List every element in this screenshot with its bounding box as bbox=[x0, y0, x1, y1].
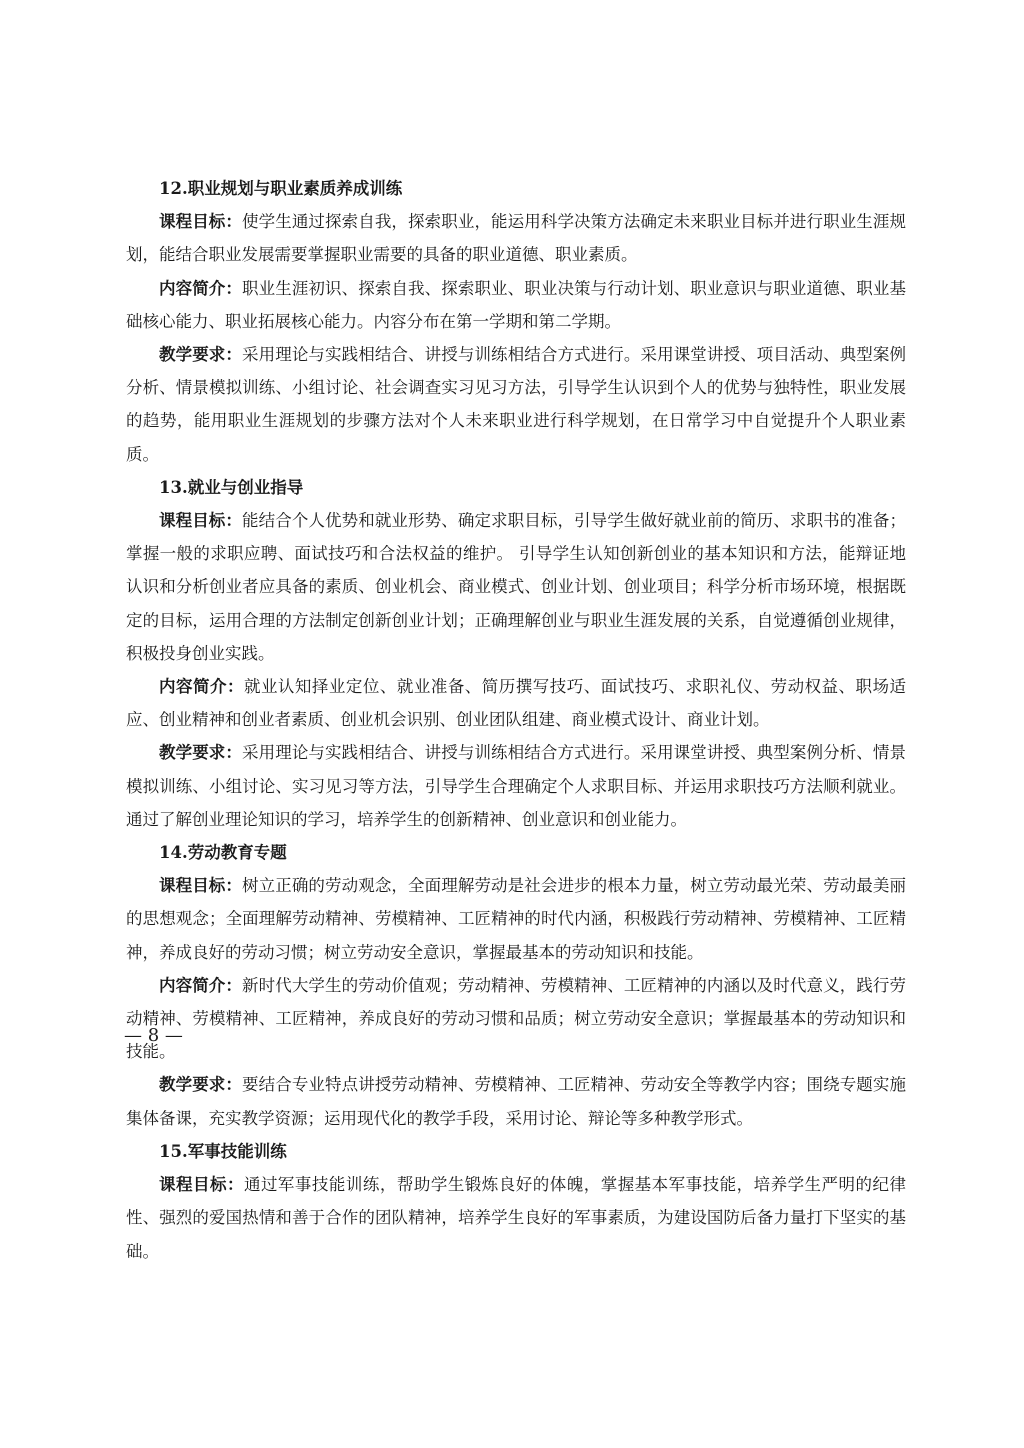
section-14 bbox=[126, 836, 906, 1135]
paragraph-text: 通过军事技能训练，帮助学生锻炼良好的体魄，掌握基本军事技能，培养学生严明的纪律性、强烈的爱国热情和善于合作的团队精神，培养学生良好的军事素质，为建设国防后备力量打下坚实的基础。 bbox=[126, 1175, 907, 1261]
paragraph-text: 职业生涯初识、探索自我、探索职业、职业决策与行动计划、职业意识与职业道德、职业基础核心能力、职业拓展核心能力。内容分布在第一学期和第二学期。 bbox=[126, 278, 907, 331]
content-summary-paragraph bbox=[126, 670, 906, 736]
paragraph-label: 内容简介： bbox=[159, 677, 244, 697]
paragraph-text: 采用理论与实践相结合、讲授与训练相结合方式进行。采用课堂讲授、典型案例分析、情景模拟训练、小组讨论、实习见习等方法，引导学生合理确定个人求职目标、并运用求职技巧方法顺利就业。 通过了解创业理论知识的学习，培养学生的创新精神、创业意识和创业能力。 bbox=[126, 743, 907, 829]
paragraph-label: 教学要求： bbox=[159, 743, 243, 763]
paragraph-text: 能结合个人优势和就业形势、确定求职目标，引导学生做好就业前的简历、求职书的准备；掌握一般的求职应聘、面试技巧和合法权益的维护。 引导学生认知创新创业的基本知识和方法，能辩证地认识和分析创业者应具备的素质、创业机会、商业模式、创业计划、创业项目；科学分析市场环境，根据既定的目标，运用合理的方法制定创新创业计划；正确理解创业与职业生涯发展的关系，自觉遵循创业规律，积极投身创业实践。 bbox=[126, 511, 907, 663]
paragraph-text: 就业认知择业定位、就业准备、简历撰写技巧、面试技巧、求职礼仪、劳动权益、职场适应、创业精神和创业者素质、创业机会识别、创业团队组建、商业模式设计、商业计划。 bbox=[126, 677, 907, 730]
paragraph-label: 课程目标： bbox=[159, 212, 243, 232]
paragraph-label: 内容简介： bbox=[159, 278, 243, 298]
course-goal-paragraph bbox=[126, 205, 906, 271]
paragraph-label: 课程目标： bbox=[159, 876, 243, 896]
paragraph-text: 使学生通过探索自我，探索职业，能运用科学决策方法确定未来职业目标并进行职业生涯规划，能结合职业发展需要掌握职业需要的具备的职业道德、职业素质。 bbox=[126, 212, 907, 265]
paragraph-label: 课程目标： bbox=[159, 1175, 244, 1195]
content-summary-paragraph bbox=[126, 272, 906, 338]
paragraph-label: 教学要求： bbox=[159, 345, 243, 365]
course-goal-paragraph bbox=[126, 869, 906, 969]
teaching-requirements-paragraph bbox=[126, 338, 906, 471]
paragraph-text: 要结合专业特点讲授劳动精神、劳模精神、工匠精神、劳动安全等教学内容；围绕专题实施集体备课，充实教学资源；运用现代化的教学手段，采用讨论、辩论等多种教学形式。 bbox=[126, 1075, 907, 1128]
section-heading: 13.就业与创业指导 bbox=[159, 477, 304, 497]
section-heading: 15.军事技能训练 bbox=[159, 1141, 287, 1161]
paragraph-text: 采用理论与实践相结合、讲授与训练相结合方式进行。采用课堂讲授、项目活动、典型案例分析、情景模拟训练、小组讨论、社会调查实习见习方法，引导学生认识到个人的优势与独特性，职业发展的趋势，能用职业生涯规划的步骤方法对个人未来职业进行科学规划，在日常学习中自觉提升个人职业素质。 bbox=[126, 345, 907, 464]
paragraph-text: 新时代大学生的劳动价值观；劳动精神、劳模精神、工匠精神的内涵以及时代意义，践行劳动精神、劳模精神、工匠精神，养成良好的劳动习惯和品质；树立劳动安全意识；掌握最基本的劳动知识和技能。 bbox=[126, 975, 907, 1062]
course-goal-paragraph bbox=[126, 504, 906, 670]
teaching-requirements-paragraph bbox=[126, 736, 906, 836]
section-heading: 14.劳动教育专题 bbox=[159, 843, 287, 863]
teaching-requirements-paragraph bbox=[126, 1068, 906, 1134]
course-goal-paragraph bbox=[126, 1168, 906, 1268]
paragraph-label: 课程目标： bbox=[159, 511, 243, 531]
section-heading: 12.职业规划与职业素质养成训练 bbox=[159, 179, 403, 198]
page-number: — 8 — bbox=[124, 1025, 183, 1046]
section-12 bbox=[126, 172, 906, 471]
section-15 bbox=[126, 1135, 906, 1268]
paragraph-label: 教学要求： bbox=[159, 1075, 243, 1095]
paragraph-text: 树立正确的劳动观念，全面理解劳动是社会进步的根本力量，树立劳动最光荣、劳动最美丽的思想观念；全面理解劳动精神、劳模精神、工匠精神的时代内涵，积极践行劳动精神、劳模精神、工匠精神，养成良好的劳动习惯；树立劳动安全意识，掌握最基本的劳动知识和技能。 bbox=[126, 876, 907, 962]
document-body bbox=[126, 172, 906, 1268]
section-13 bbox=[126, 471, 906, 836]
paragraph-label: 内容简介： bbox=[159, 975, 243, 995]
content-summary-paragraph bbox=[126, 969, 906, 1069]
